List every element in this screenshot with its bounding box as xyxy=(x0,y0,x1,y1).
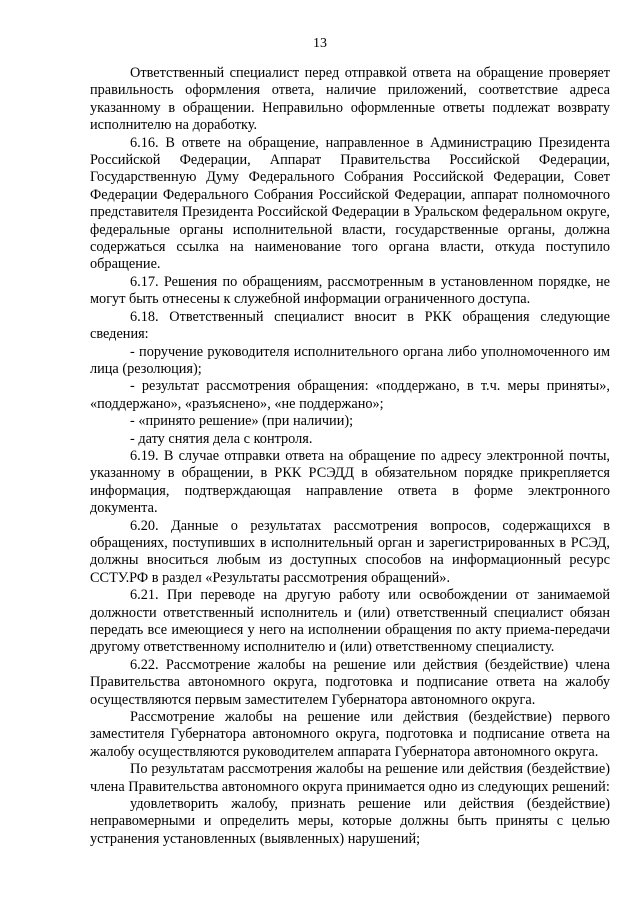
list-item-result: - результат рассмотрения обращения: «поддержано, в т.ч. меры приняты», «поддержано», «разъяснено», «не поддержано»; xyxy=(90,378,610,412)
paragraph-first-deputy-complaint: Рассмотрение жалобы на решение или действия (бездействие) первого заместителя Губернатора автономного округа, подготовка и подписание ответа на жалобу осуществляются руководителем аппарата Губернатора автономного округа. xyxy=(90,709,610,760)
paragraph-answer-check: Ответственный специалист перед отправкой ответа на обращение проверяет правильность оформления ответа, наличие приложений, соответствие адреса указанному в обращении. Неправильно оформленные ответы подлежат возврату исполнителю на доработку. xyxy=(90,65,610,134)
paragraph-6-17: 6.17. Решения по обращениям, рассмотренным в установленном порядке, не могут быть отнесены к служебной информации ограниченного доступа. xyxy=(90,273,610,308)
paragraph-satisfy-complaint: удовлетворить жалобу, признать решение или действия (бездействие) неправомерными и определить меры, которые должны быть приняты с целью устранения установленных (выявленных) нарушений; xyxy=(90,796,610,847)
list-item-decision: - «принято решение» (при наличии); xyxy=(130,413,354,430)
list-item-resolution: - поручение руководителя исполнительного органа либо уполномоченного им лица (резолюция); xyxy=(90,343,610,377)
paragraph-6-21: 6.21. При переводе на другую работу или освобождении от занимаемой должности ответственный исполнитель и (или) ответственный специалист обязан передать все имеющиеся у него на исполнении обращения по акту приема-передачи другому ответственному исполнителю и (или) ответственному специалисту. xyxy=(90,587,610,656)
paragraph-6-16: 6.16. В ответе на обращение, направленное в Администрацию Президента Российской Федерации, Аппарат Правительства Российской Федерации, Государственную Думу Федерального Собрания Российской Федерации, Совет Федерации Федерального Собрания Российской Федерации, аппарат полномочного представителя Президента Российской Федерации в Уральском федеральном округе, федеральные органы исполнительной власти, государственные органы, должна содержаться ссылка на наименование того органа власти, откуда поступило обращение. xyxy=(90,134,610,273)
paragraph-complaint-decisions: По результатам рассмотрения жалобы на решение или действия (бездействие) члена Правительства автономного округа принимается одно из следующих решений: xyxy=(90,761,610,795)
paragraph-6-20: 6.20. Данные о результатах рассмотрения вопросов, содержащихся в обращениях, поступивших в исполнительный орган и зарегистрированных в РСЭД, должны вноситься любым из доступных способов на информационный ресурс ССТУ.РФ в раздел «Результаты рассмотрения обращений». xyxy=(90,517,610,586)
body-text xyxy=(90,65,610,848)
page-number: 13 xyxy=(313,36,327,51)
paragraph-6-22: 6.22. Рассмотрение жалобы на решение или действия (бездействие) члена Правительства автономного округа, подготовка и подписание ответа на жалобу осуществляются первым заместителем Губернатора автономного округа. xyxy=(90,656,610,708)
paragraph-6-19: 6.19. В случае отправки ответа на обращение по адресу электронной почты, указанному в обращении, в РКК РСЭДД в обязательном порядке прикрепляется информация, подтверждающая направление ответа в форме электронного документа. xyxy=(90,447,610,517)
list-item-control-date: - дату снятия дела с контроля. xyxy=(130,430,313,447)
paragraph-6-18: 6.18. Ответственный специалист вносит в РКК обращения следующие сведения: xyxy=(90,308,610,343)
